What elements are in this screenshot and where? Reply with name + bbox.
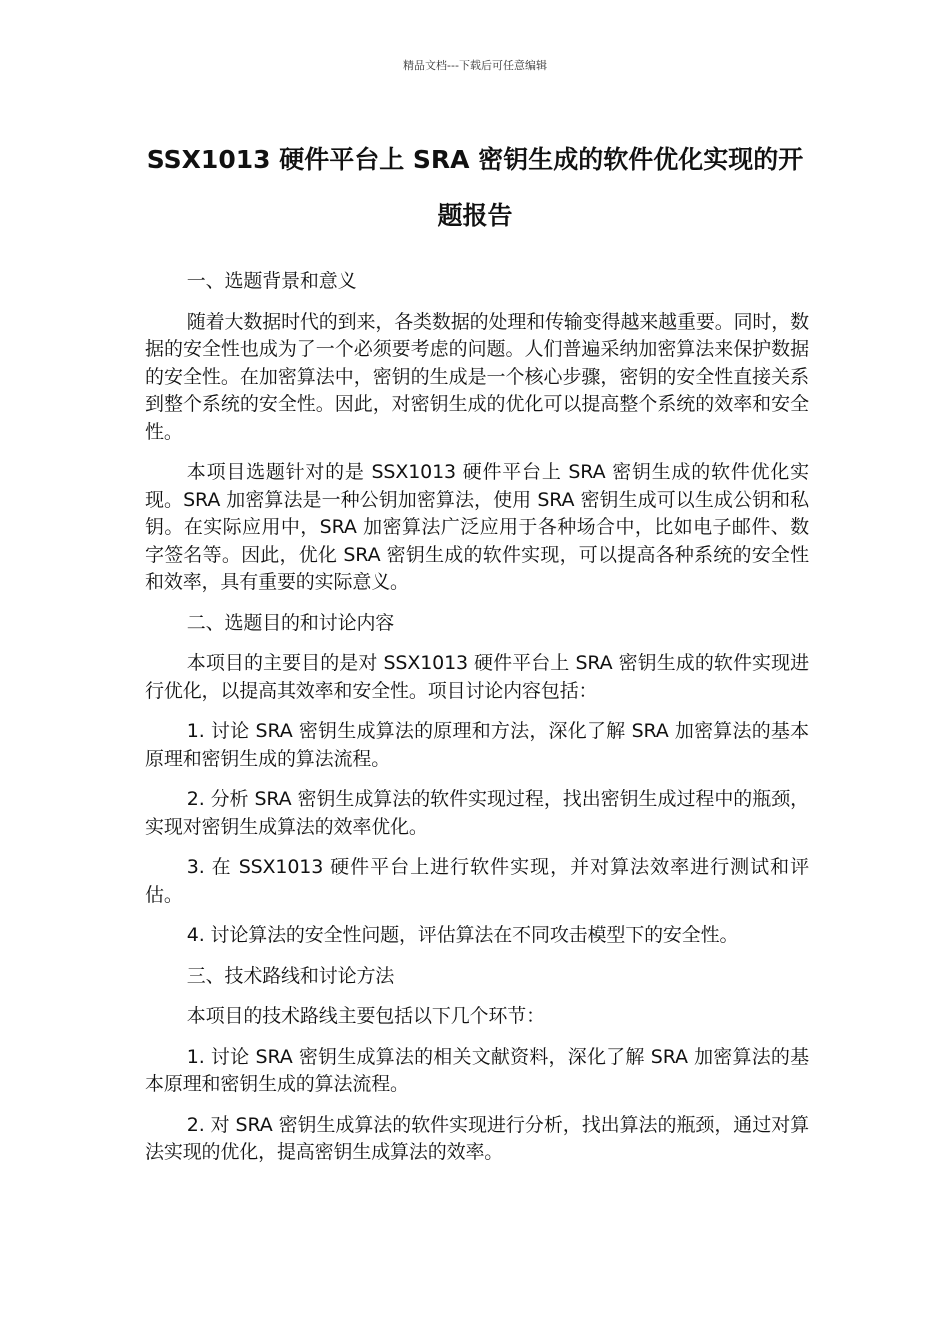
list-item-goal-1: 1. 讨论 SRA 密钥生成算法的原理和方法，深化了解 SRA 加密算法的基本原理和密钥生成的算法流程。: [145, 720, 809, 770]
section-heading-method: 三、技术路线和讨论方法: [186, 964, 395, 987]
paragraph-method-intro: 本项目的技术路线主要包括以下几个环节：: [186, 1005, 545, 1027]
header-note: 精品文档---下载后可任意编辑: [403, 59, 547, 72]
section-heading-goals: 二、选题目的和讨论内容: [186, 611, 395, 634]
section-heading-background: 一、选题背景和意义: [186, 270, 357, 292]
list-item-goal-3: 3. 在 SSX1013 硬件平台上进行软件实现，并对算法效率进行测试和评估。: [145, 856, 809, 906]
paragraph-background-1: 随着大数据时代的到来，各类数据的处理和传输变得越来越重要。同时，数据的安全性也成为了一个必须要考虑的问题。人们普遍采纳加密算法来保护数据的安全性。在加密算法中，密钥的生成是一个核心步骤，密钥的安全性直接关系到整个系统的安全性。因此，对密钥生成的优化可以提高整个系统的效率和安全性。: [145, 310, 809, 443]
list-item-goal-2: 2. 分析 SRA 密钥生成算法的软件实现过程，找出密钥生成过程中的瓶颈，实现对密钥生成算法的效率优化。: [145, 788, 809, 838]
list-item-method-1: 1. 讨论 SRA 密钥生成算法的相关文献资料，深化了解 SRA 加密算法的基本原理和密钥生成的算法流程。: [145, 1045, 809, 1095]
document-title: SSX1013 硬件平台上 SRA 密钥生成的软件优化实现的开题报告: [146, 145, 804, 230]
list-item-goal-4: 4. 讨论算法的安全性问题，评估算法在不同攻击模型下的安全性。: [186, 924, 739, 946]
paragraph-goals-intro: 本项目的主要目的是对 SSX1013 硬件平台上 SRA 密钥生成的软件实现进行优化，以提高其效率和安全性。项目讨论内容包括：: [145, 652, 809, 702]
paragraph-background-2: 本项目选题针对的是 SSX1013 硬件平台上 SRA 密钥生成的软件优化实现。SRA 加密算法是一种公钥加密算法，使用 SRA 密钥生成可以生成公钥和私钥。在实际应用中，SRA 加密算法广泛应用于各种场合中，比如电子邮件、数字签名等。因此，优化 SRA 密钥生成的软件实现，可以提高各种系统的安全性和效率，具有重要的实际意义。: [145, 461, 809, 593]
document-body: [145, 268, 809, 1180]
list-item-method-2: 2. 对 SRA 密钥生成算法的软件实现进行分析，找出算法的瓶颈，通过对算法实现的优化，提高密钥生成算法的效率。: [145, 1113, 809, 1163]
